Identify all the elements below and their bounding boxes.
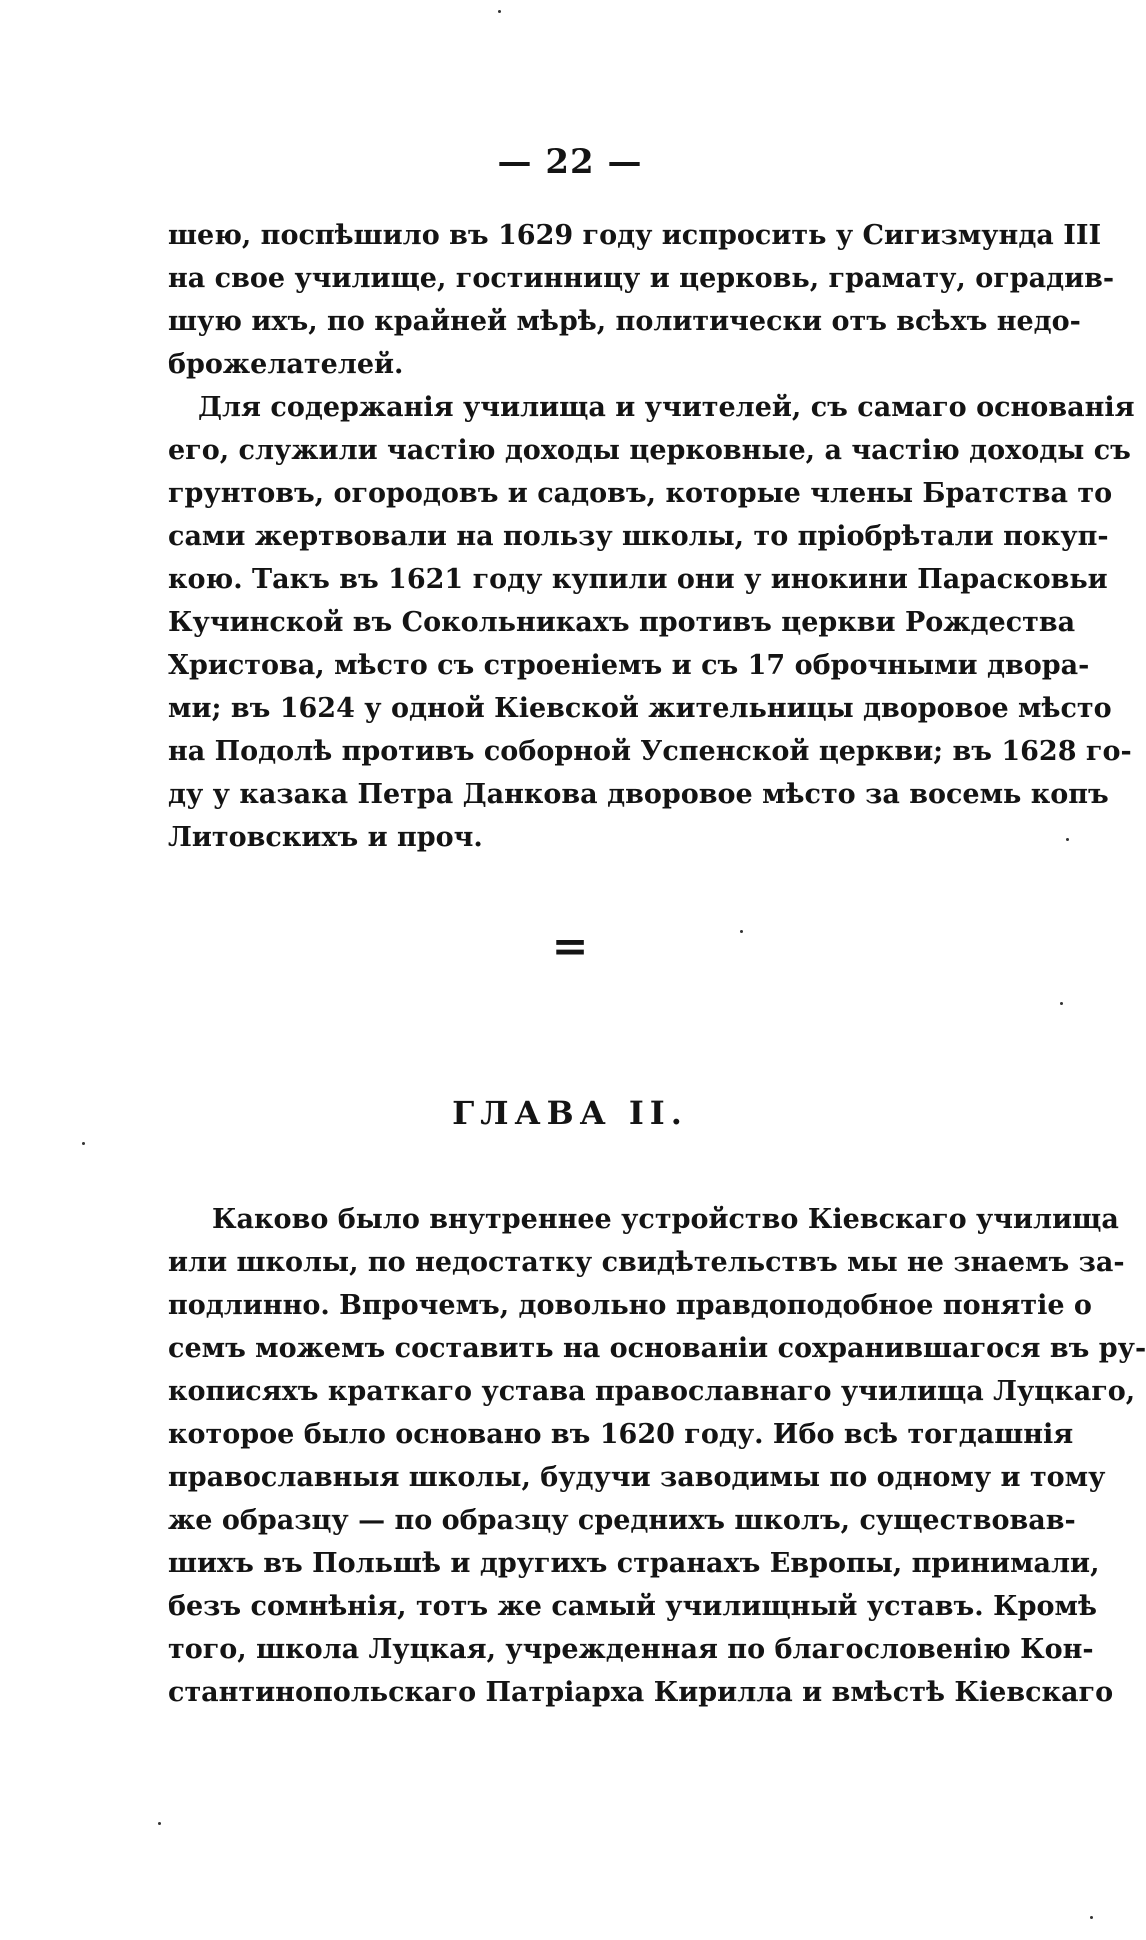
text-line: шихъ въ Польшѣ и другихъ странахъ Европы, принимали,	[168, 1548, 1100, 1579]
text-block-top	[168, 214, 1135, 859]
text-line: того, школа Луцкая, учрежденная по благословенію Кон-	[168, 1634, 1094, 1665]
text-line: шую ихъ, по крайней мѣрѣ, политически отъ всѣхъ недо-	[168, 306, 1081, 337]
text-line: Кучинской въ Сокольникахъ противъ церкви Рождества	[168, 607, 1076, 638]
scan-speck	[158, 1822, 161, 1825]
text-line: семъ можемъ составить на основаніи сохранившагося въ ру-	[168, 1333, 1146, 1364]
text-line: безъ сомнѣнія, тотъ же самый училищный уставъ. Кромѣ	[168, 1591, 1097, 1622]
text-line: стантинопольскаго Патріарха Кирилла и вмѣстѣ Кіевскаго	[168, 1677, 1114, 1708]
scan-speck	[1066, 838, 1069, 841]
text-line: которое было основано въ 1620 году. Ибо всѣ тогдашнія	[168, 1419, 1074, 1450]
text-line: Христова, мѣсто съ строеніемъ и съ 17 оброчными двора-	[168, 650, 1090, 681]
chapter-heading: ГЛАВА II.	[452, 1094, 688, 1132]
text-line: кописяхъ краткаго устава православнаго училища Луцкаго,	[168, 1376, 1136, 1407]
text-line: шею, поспѣшило въ 1629 году испросить у Сигизмунда III	[168, 220, 1102, 251]
scan-speck	[740, 930, 743, 933]
scan-speck	[1060, 1002, 1063, 1005]
text-line: на Подолѣ противъ соборной Успенской церкви; въ 1628 го-	[168, 736, 1132, 767]
text-line: или школы, по недостатку свидѣтельствъ мы не знаемъ за-	[168, 1247, 1125, 1278]
scan-speck	[1090, 1916, 1093, 1919]
text-line: брожелателей.	[168, 349, 404, 380]
text-line: его, служили частію доходы церковные, а частію доходы съ	[168, 435, 1131, 466]
scan-speck	[498, 10, 501, 13]
text-line: православныя школы, будучи заводимы по одному и тому	[168, 1462, 1106, 1493]
text-line: ми; въ 1624 у одной Кіевской жительницы дворовое мѣсто	[168, 693, 1112, 724]
text-line: сами жертвовали на пользу школы, то пріобрѣтали покуп-	[168, 521, 1109, 552]
paragraph-first-line: Для содержанія училища и учителей, съ самаго основанія	[198, 392, 1135, 423]
scan-speck	[82, 1142, 85, 1145]
text-line: кою. Такъ въ 1621 году купили они у инокини Парасковьи	[168, 564, 1108, 595]
paragraph-first-line: Каково было внутреннее устройство Кіевскаго училища	[212, 1204, 1119, 1235]
section-separator: =	[551, 921, 589, 972]
text-line: подлинно. Впрочемъ, довольно правдоподобное понятіе о	[168, 1290, 1092, 1321]
page-number: — 22 —	[497, 142, 643, 182]
text-line: Литовскихъ и проч.	[168, 822, 483, 853]
text-line: грунтовъ, огородовъ и садовъ, которые члены Братства то	[168, 478, 1113, 509]
text-line: на свое училище, гостинницу и церковь, грамату, оградив-	[168, 263, 1115, 294]
text-line: же образцу — по образцу среднихъ школъ, существовав-	[168, 1505, 1076, 1536]
text-block-bottom	[168, 1198, 1146, 1714]
text-line: ду у казака Петра Данкова дворовое мѣсто за восемь копъ	[168, 779, 1109, 810]
